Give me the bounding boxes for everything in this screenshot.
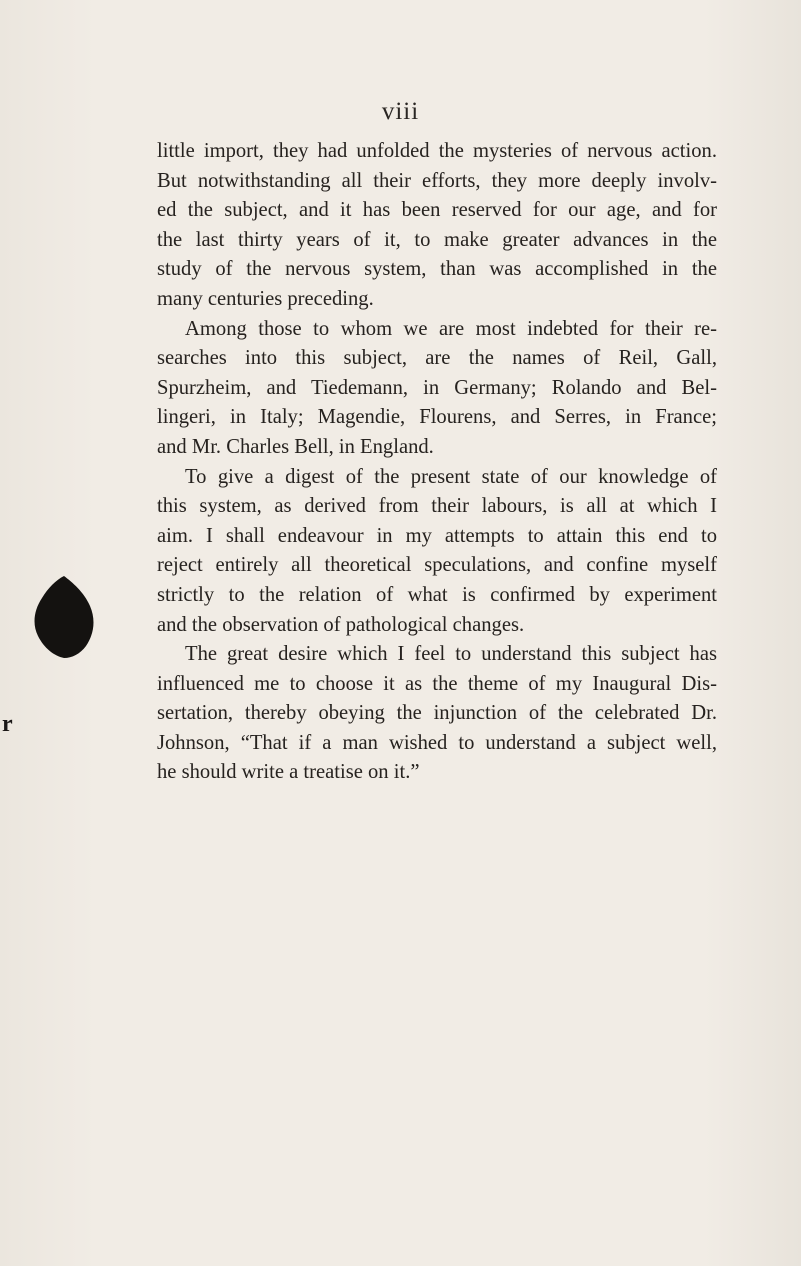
text-line: this system, as derived from their labours, is all at which I xyxy=(157,495,717,518)
text-line: sertation, thereby obeying the injunction of the celebrated Dr. xyxy=(157,702,717,725)
ink-blot-icon xyxy=(24,572,104,662)
text-line: Spurzheim, and Tiedemann, in Germany; Rolando and Bel- xyxy=(157,376,717,399)
text-line: strictly to the relation of what is confirmed by experiment xyxy=(157,583,717,606)
text-line: the last thirty years of it, to make greater advances in the xyxy=(157,228,717,251)
text-line: little import, they had unfolded the mysteries of nervous action. xyxy=(157,140,717,162)
text-line: and the observation of pathological changes. xyxy=(157,613,525,636)
text-line: influenced me to choose it as the theme of my Inaugural Dis- xyxy=(157,672,717,695)
text-line: searches into this subject, are the names of Reil, Gall, xyxy=(157,347,717,370)
text-line: To give a digest of the present state of our knowledge of xyxy=(185,465,717,488)
text-line: Among those to whom we are most indebted for their re- xyxy=(185,317,717,340)
text-line: The great desire which I feel to understand this subject has xyxy=(185,643,717,666)
text-line: Johnson, “That if a man wished to understand a subject well, xyxy=(157,731,717,754)
text-line: reject entirely all theoretical speculations, and confine myself xyxy=(157,554,717,577)
page-number: viii xyxy=(381,98,420,125)
text-line: and Mr. Charles Bell, in England. xyxy=(157,435,434,458)
text-line: But notwithstanding all their efforts, they more deeply involv- xyxy=(157,169,717,192)
text-line: study of the nervous system, than was accomplished in the xyxy=(157,258,717,281)
body-text xyxy=(157,137,717,788)
text-line: ed the subject, and it has been reserved for our age, and for xyxy=(157,199,717,222)
text-line: lingeri, in Italy; Magendie, Flourens, and Serres, in France; xyxy=(157,406,717,429)
text-line: he should write a treatise on it.” xyxy=(157,761,420,784)
margin-mark: r xyxy=(2,711,13,737)
text-line: many centuries preceding. xyxy=(157,287,374,310)
text-line: aim. I shall endeavour in my attempts to attain this end to xyxy=(157,524,717,547)
